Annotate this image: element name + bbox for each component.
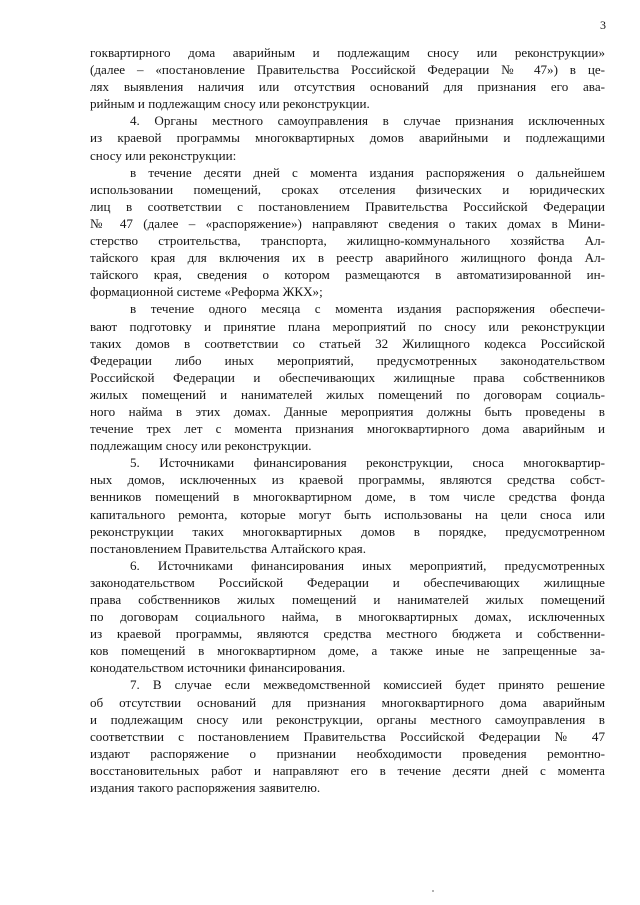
text-line: из краевой программы многоквартирных домов аварийными и подлежащими bbox=[90, 130, 605, 146]
text-line: гоквартирного дома аварийным и подлежащим сносу или реконструкции» bbox=[90, 45, 605, 60]
paragraph-p3 bbox=[90, 300, 605, 454]
text-line: конодательством источники финансирования. bbox=[90, 660, 346, 676]
text-line: тайского края для включения их в реестр аварийного жилищного фонда Ал- bbox=[90, 250, 605, 266]
text-line: стерство строительства, транспорта, жилищно-коммунального хозяйства Ал- bbox=[90, 233, 605, 249]
text-line: и подлежащим сносу или реконструкции, органы местного самоуправления в bbox=[90, 711, 605, 727]
text-line: ков помещений в многоквартирном доме, а также иные не запрещенные за- bbox=[90, 643, 605, 659]
text-line: подлежащим сносу или реконструкции. bbox=[90, 438, 312, 454]
text-line: жилых помещений и нанимателей жилых помещений по договорам социаль- bbox=[90, 386, 605, 402]
text-line: ного найма в этих домах. Данные мероприятия должны быть проведены в bbox=[90, 403, 605, 419]
paragraph-p0 bbox=[90, 44, 605, 112]
text-line: восстановительных работ и направляют его в течение десяти дней с момента bbox=[90, 762, 605, 778]
text-line: 6. Источниками финансирования иных мероприятий, предусмотренных bbox=[130, 557, 605, 573]
text-line: издают распоряжение о признании необходимости проведения ремонтно- bbox=[90, 745, 605, 761]
text-line: течение трех лет с момента признания многоквартирного дома аварийным и bbox=[90, 421, 605, 437]
text-line: издания такого распоряжения заявителю. bbox=[90, 780, 321, 796]
text-line: сносу или реконструкции: bbox=[90, 147, 237, 163]
text-line: ных домов, исключенных из краевой программы, являются средства собст- bbox=[90, 472, 605, 488]
text-line: Федерации либо иных мероприятий, предусмотренных законодательством bbox=[90, 352, 605, 368]
text-line: венников помещений в многоквартирном доме, в том числе средства фонда bbox=[90, 489, 605, 505]
text-line: законодательством Российской Федерации и обеспечивающих жилищные bbox=[90, 574, 605, 590]
text-line: 5. Источниками финансирования реконструкции, сноса многоквартир- bbox=[130, 455, 605, 471]
paragraph-p2 bbox=[90, 164, 605, 301]
paragraph-p6 bbox=[90, 676, 605, 796]
text-line: (далее – «постановление Правительства Российской Федерации № 47») в це- bbox=[90, 62, 605, 78]
text-line: лиц в соответствии с постановлением Правительства Российской Федерации bbox=[90, 198, 605, 214]
text-line: № 47 (далее – «распоряжение») направляют сведения о таких домах в Мини- bbox=[90, 215, 605, 231]
text-line: использовании помещений, сроках отселения физических и юридических bbox=[90, 181, 605, 197]
scan-speck bbox=[432, 890, 434, 892]
text-line: из краевой программы, являются средства местного бюджета и собственни- bbox=[90, 626, 605, 642]
text-line: рийным и подлежащим сносу или реконструкции. bbox=[90, 96, 370, 112]
text-line: 7. В случае если межведомственной комиссией будет принято решение bbox=[130, 677, 605, 693]
text-line: права собственников жилых помещений и нанимателей жилых помещений bbox=[90, 592, 605, 607]
text-line: таких домов в соответствии со статьей 32 Жилищного кодекса Российской bbox=[90, 335, 605, 351]
text-line: в течение одного месяца с момента издания распоряжения обеспечи- bbox=[130, 301, 605, 317]
text-line: капитального ремонта, которые могут быть использованы на цели сноса или bbox=[90, 506, 605, 522]
paragraph-p1 bbox=[90, 112, 605, 163]
text-line: в течение десяти дней с момента издания распоряжения о дальнейшем bbox=[130, 164, 605, 180]
document-body bbox=[90, 44, 605, 796]
text-line: лях выявления наличия или отсутствия оснований для признания его ава- bbox=[90, 79, 605, 95]
text-line: вают подготовку и принятие плана мероприятий по сносу или реконструкции bbox=[90, 318, 605, 334]
text-line: об отсутствии оснований для признания многоквартирного дома аварийным bbox=[90, 694, 605, 710]
text-line: реконструкции таких многоквартирных домов в порядке, предусмотренном bbox=[90, 523, 605, 539]
text-line: формационной системе «Реформа ЖКХ»; bbox=[90, 284, 323, 300]
paragraph-p4 bbox=[90, 454, 605, 557]
text-line: Российской Федерации и обеспечивающих жилищные права собственников bbox=[90, 369, 605, 385]
text-line: 4. Органы местного самоуправления в случае признания исключенных bbox=[130, 113, 605, 129]
text-line: тайского края, сведения о котором размещаются в автоматизированной ин- bbox=[90, 267, 605, 283]
text-line: по договорам социального найма, в многоквартирных домах, исключенных bbox=[90, 609, 605, 625]
paragraph-p5 bbox=[90, 557, 605, 677]
text-line: постановлением Правительства Алтайского края. bbox=[90, 540, 366, 556]
page-number: 3 bbox=[600, 18, 606, 32]
text-line: соответствии с постановлением Правительства Российской Федерации № 47 bbox=[90, 728, 605, 744]
